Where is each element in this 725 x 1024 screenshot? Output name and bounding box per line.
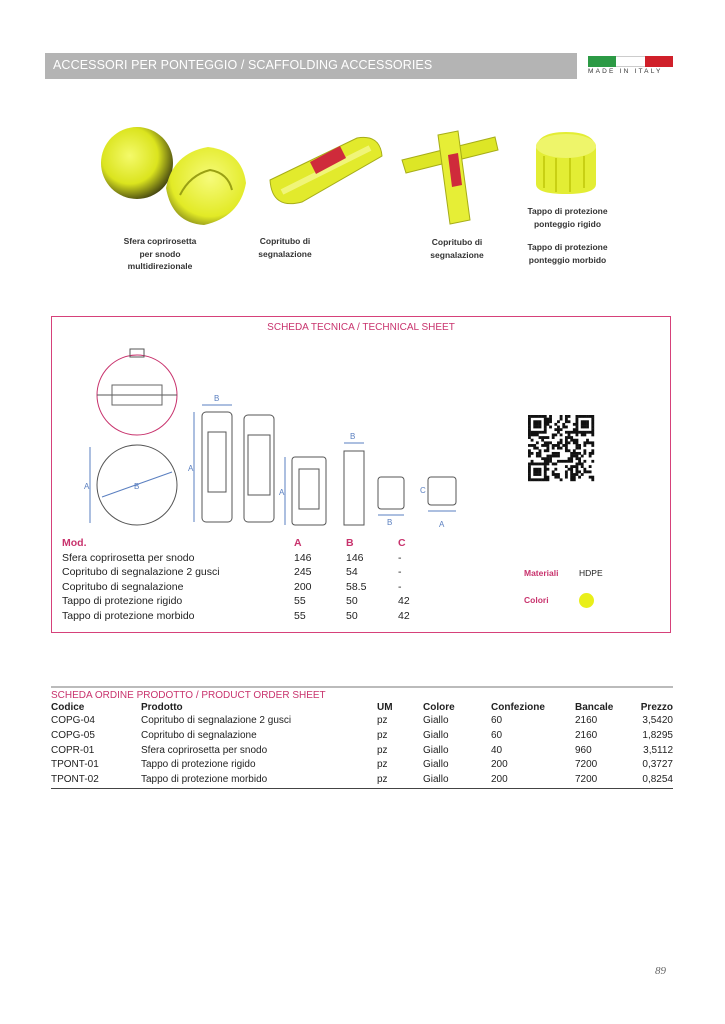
order-cell: TPONT-01	[51, 759, 99, 771]
materials-label: Materiali	[524, 568, 559, 578]
page-number: 89	[655, 965, 666, 977]
product-caption: Copritubo di segnalazione	[430, 237, 484, 260]
order-cell: COPR-01	[51, 744, 95, 756]
order-column-header: Bancale	[575, 702, 614, 713]
spec-cell: 245	[294, 566, 312, 578]
order-cell: 200	[491, 773, 575, 788]
table-row	[51, 714, 673, 729]
spec-row	[62, 581, 462, 596]
spec-cell: 42	[398, 609, 410, 622]
spec-cell: 54	[346, 566, 358, 578]
order-cell: pz	[377, 729, 388, 741]
dim-label-b: B	[387, 518, 393, 527]
tube-cover-image	[400, 125, 500, 225]
product-caption: Tappo di protezione ponteggio rigido Tappo di protezione ponteggio morbido	[527, 206, 608, 265]
order-cell: COPG-05	[51, 729, 95, 741]
order-cell: pz	[377, 715, 388, 726]
technical-drawings	[82, 347, 522, 527]
section-header	[45, 53, 577, 79]
spec-table	[62, 537, 462, 624]
qr-code-icon	[528, 415, 594, 481]
order-cell: pz	[377, 744, 388, 756]
spec-cell: 200	[294, 580, 312, 593]
dim-label-b: B	[134, 482, 140, 491]
order-column-header: Prezzo	[640, 702, 673, 713]
spec-row	[62, 610, 462, 625]
protection-cap-image	[530, 128, 602, 196]
order-cell: Tappo di protezione morbido	[141, 773, 377, 788]
order-cell: Giallo	[423, 744, 449, 756]
technical-sheet-panel	[51, 316, 671, 633]
dim-label-a: A	[439, 520, 445, 529]
order-cell: pz	[377, 773, 423, 788]
order-column-header: UM	[377, 702, 393, 713]
order-sheet	[51, 686, 673, 789]
order-cell: 3,5112	[643, 744, 673, 756]
dim-label-a: A	[188, 464, 194, 473]
tube-cover-two-shells-image	[262, 130, 387, 215]
order-cell: 0,8254	[631, 773, 673, 788]
order-cell: 40	[491, 744, 503, 756]
order-header-row	[51, 701, 673, 714]
spec-cell: 55	[294, 595, 306, 607]
order-cell: 7200	[575, 759, 598, 771]
spec-cell: Copritubo di segnalazione 2 gusci	[62, 566, 220, 578]
order-sheet-title: SCHEDA ORDINE PRODOTTO / PRODUCT ORDER SHEET	[51, 686, 673, 701]
spec-cell: 58.5	[346, 580, 367, 593]
spec-cell: 146	[346, 551, 364, 564]
order-column-header: Confezione	[491, 702, 545, 713]
dim-label-c: C	[420, 486, 426, 495]
order-cell: 7200	[575, 773, 631, 788]
spec-row	[62, 566, 462, 581]
order-cell: 0,3727	[642, 759, 673, 771]
spec-cell: Tappo di protezione rigido	[62, 595, 183, 607]
spec-cell: -	[398, 566, 402, 578]
order-cell: Tappo di protezione rigido	[141, 759, 256, 771]
order-column-header: Prodotto	[141, 702, 183, 713]
sphere-cover-image	[100, 125, 250, 230]
spec-cell: Copritubo di segnalazione	[62, 580, 184, 593]
order-cell: 60	[491, 729, 503, 741]
order-cell: 200	[491, 759, 508, 771]
order-cell: Giallo	[423, 729, 449, 741]
order-cell: 2160	[575, 715, 598, 726]
order-cell: 960	[575, 744, 592, 756]
dim-label-b: B	[350, 432, 356, 441]
technical-sheet-title: SCHEDA TECNICA / TECHNICAL SHEET	[267, 322, 455, 333]
dim-label-a: A	[84, 482, 90, 491]
spec-row	[62, 552, 462, 567]
table-row	[51, 744, 673, 759]
spec-cell: 146	[294, 551, 312, 564]
spec-row	[62, 595, 462, 610]
order-table	[51, 701, 673, 789]
table-row	[51, 773, 673, 788]
table-row	[51, 729, 673, 744]
spec-cell: Sfera coprirosetta per snodo	[62, 551, 195, 564]
colors-label: Colori	[524, 595, 549, 605]
made-in-italy-label: MADE IN ITALY	[588, 68, 663, 75]
order-cell: Giallo	[423, 759, 449, 771]
order-cell: Copritubo di segnalazione 2 gusci	[141, 715, 292, 726]
spec-cell: 50	[346, 609, 358, 622]
spec-cell: 42	[398, 595, 410, 607]
spec-cell: -	[398, 551, 402, 564]
order-cell: TPONT-02	[51, 773, 141, 788]
order-cell: 3,5420	[642, 715, 673, 726]
order-column-header: Colore	[423, 702, 455, 713]
spec-cell: Tappo di protezione morbido	[62, 609, 195, 622]
dim-label-b: B	[214, 394, 220, 403]
spec-cell: -	[398, 580, 402, 593]
order-cell: Giallo	[423, 773, 491, 788]
spec-header-row: Mod. A B C	[62, 537, 406, 549]
yellow-color-swatch	[579, 593, 594, 608]
order-cell: 60	[491, 715, 503, 726]
order-cell: Copritubo di segnalazione	[141, 729, 257, 741]
order-cell: pz	[377, 759, 388, 771]
order-cell: Sfera coprirosetta per snodo	[141, 744, 268, 756]
italian-flag-icon	[588, 56, 673, 67]
product-caption: Sfera coprirosetta per snodo multidirezionale	[123, 236, 197, 271]
materials-value: HDPE	[579, 568, 603, 578]
dim-label-a: A	[279, 488, 285, 497]
order-column-header: Codice	[51, 702, 85, 713]
order-cell: COPG-04	[51, 715, 95, 726]
order-cell: 1,8295	[642, 729, 673, 741]
section-title: ACCESSORI PER PONTEGGIO / SCAFFOLDING ACCESSORIES	[53, 58, 433, 72]
spec-cell: 55	[294, 609, 306, 622]
spec-cell: 50	[346, 595, 358, 607]
product-caption: Copritubo di segnalazione	[258, 236, 312, 259]
order-cell: 2160	[575, 729, 598, 741]
order-cell: Giallo	[423, 715, 449, 726]
table-row	[51, 758, 673, 773]
